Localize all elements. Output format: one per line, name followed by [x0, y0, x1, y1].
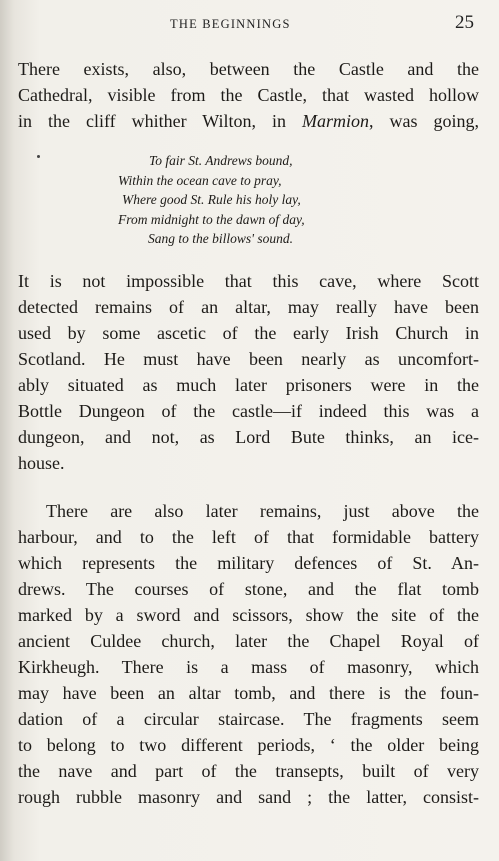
paragraph-2-line: ably situated as much later prisoners were in the: [18, 375, 479, 395]
paragraph-2-line: used by some ascetic of the early Irish Church in: [18, 323, 479, 343]
paragraph-3-line: harbour, and to the left of that formidable battery: [18, 527, 479, 547]
paragraph-3-line: which represents the military defences of St. An-: [18, 553, 479, 573]
verse-line: To fair St. Andrews bound,: [149, 153, 293, 168]
paragraph-1: [18, 56, 479, 134]
paragraph-2: [18, 268, 479, 476]
paragraph-2-line: house.: [18, 453, 65, 473]
paragraph-3-line: ancient Culdee church, later the Chapel Royal of: [18, 631, 479, 651]
page-header: [0, 12, 499, 32]
paragraph-2-line: detected remains of an altar, may really have been: [18, 297, 479, 317]
paragraph-2-line: dungeon, and not, as Lord Bute thinks, an ice-: [18, 427, 479, 447]
paragraph-3: [18, 498, 479, 810]
paragraph-2-line: Scotland. He must have been nearly as uncomfort-: [18, 349, 479, 369]
verse-line: From midnight to the dawn of day,: [118, 211, 305, 227]
running-title: THE BEGINNINGS: [170, 17, 291, 31]
paragraph-3-line: marked by a sword and scissors, show the site of the: [18, 605, 479, 625]
paragraph-3-line: Kirkheugh. There is a mass of masonry, which: [18, 657, 479, 677]
page-number: 25: [455, 12, 474, 33]
book-title-marmion: Marmion: [302, 111, 370, 131]
paragraph-1-line: Cathedral, visible from the Castle, that wasted hollow: [18, 85, 479, 105]
verse-quotation: [118, 151, 398, 249]
paragraph-3-line: drews. The courses of stone, and the flat tomb: [18, 579, 479, 599]
paragraph-3-line: may have been an altar tomb, and there is the foun-: [18, 683, 479, 703]
paragraph-3-line: dation of a circular staircase. The fragments seem: [18, 709, 479, 729]
paragraph-1-line: There exists, also, between the Castle and the: [18, 59, 479, 79]
paragraph-2-line: It is not impossible that this cave, where Scott: [18, 271, 479, 291]
verse-line: Sang to the billows' sound.: [148, 231, 294, 246]
paragraph-2-line: Bottle Dungeon of the castle—if indeed this was a: [18, 401, 479, 421]
verse-line: Where good St. Rule his holy lay,: [122, 192, 301, 207]
paragraph-3-line: There are also later remains, just above the: [46, 501, 479, 521]
paragraph-1-line: in the cliff whither Wilton, in Marmion, was going,: [18, 111, 479, 131]
stray-mark: [37, 155, 40, 158]
paragraph-3-line: rough rubble masonry and sand ; the latter, consist-: [18, 787, 479, 807]
paragraph-3-line: to belong to two different periods, ‘ the older being: [18, 735, 479, 755]
verse-line: Within the ocean cave to pray,: [118, 172, 282, 188]
paragraph-3-line: the nave and part of the transepts, built of very: [18, 761, 479, 781]
